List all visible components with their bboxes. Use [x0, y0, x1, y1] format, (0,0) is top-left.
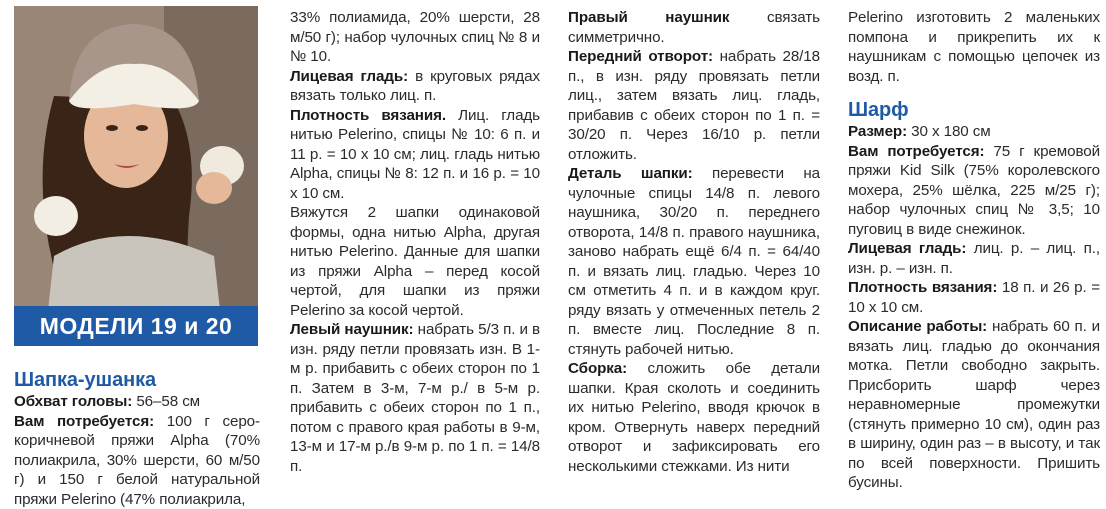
section-title: Шапка-ушанка — [14, 368, 260, 392]
paragraph-text: Вяжутся 2 шапки одинаковой формы, одна нитью Alpha, другая нитью Pelerino. Данные для шапки из пряжи Alpha – перед косой чертой, для шапки из пряжи Pelerino за косой чертой. — [290, 204, 540, 319]
paragraph-text: лиц. р. – лиц. п., изн. р. – изн. п. — [848, 240, 1100, 277]
paragraph-heading: Сборка: — [568, 360, 627, 377]
paragraph-heading: Лицевая гладь: — [848, 240, 966, 257]
paragraph-heading: Левый наушник: — [290, 321, 414, 338]
paragraph-text: 18 п. и 26 р. = 10 х 10 см. — [848, 279, 1100, 316]
paragraph-heading: Плотность вязания: — [848, 279, 997, 296]
paragraph — [568, 47, 820, 164]
column-2 — [290, 8, 540, 476]
paragraph — [568, 359, 820, 476]
section-title: Шарф — [848, 98, 1100, 122]
paragraph-heading: Размер: — [848, 123, 907, 140]
paragraph — [568, 8, 820, 47]
column-4 — [848, 8, 1100, 493]
paragraph-heading: Описание работы: — [848, 318, 987, 335]
paragraph-text: сложить обе детали шапки. Края сколоть и соединить их нитью Pelerino, вводя крючок в кром. Отвернуть наверх передний отворот и зафиксировать его несколькими стежками. Из нити — [568, 360, 820, 475]
column-3 — [568, 8, 820, 476]
paragraph-heading: Деталь шапки: — [568, 165, 693, 182]
paragraph — [290, 106, 540, 204]
paragraph — [848, 239, 1100, 278]
paragraph-heading: Вам потребуется: — [848, 143, 984, 160]
paragraph-text: перевести на чулочные спицы 14/8 п. левого наушника, 30/20 п. переднего отворота, 14/8 п. правого наушника, заново набрать ещё 6/4 п. = 64/40 п. и вязать лиц. гладью. Через 10 см отметить 4 п. и в каждом круг. ряду вязать у отмеченных петель 2 п. вместе лиц. Последние 8 п. стянуть рабочей нитью. — [568, 165, 820, 358]
models-banner: МОДЕЛИ 19 и 20 — [14, 306, 258, 346]
paragraph-text: Pelerino изготовить 2 маленьких помпона и прикрепить их к наушникам с помощью цепочек из возд. п. — [848, 9, 1100, 85]
paragraph-text: 33% полиамида, 20% шерсти, 28 м/50 г); набор чулочных спиц № 8 и № 10. — [290, 9, 540, 65]
paragraph-text: Лиц. гладь нитью Pelerino, спицы № 10: 6 п. и 11 р. = 10 х 10 см; лиц. гладь нитью Alpha, спицы № 8: 12 п. и 16 р. = 10 х 10 см. — [290, 107, 540, 202]
paragraph-heading: Правый наушник — [568, 9, 729, 26]
paragraph-text: 30 х 180 см — [907, 123, 991, 140]
paragraph — [14, 412, 260, 509]
paragraph — [848, 142, 1100, 240]
paragraph-text: связать симметрично. — [568, 9, 820, 46]
paragraph — [290, 8, 540, 67]
paragraph-text: в круговых рядах вязать только лиц. п. — [290, 68, 540, 105]
paragraph — [14, 392, 260, 412]
paragraph-heading: Плотность вязания. — [290, 107, 446, 124]
paragraph — [848, 8, 1100, 86]
model-illustration — [14, 6, 258, 346]
spacer — [848, 86, 1100, 98]
paragraph-heading: Передний отворот: — [568, 48, 713, 65]
paragraph — [848, 278, 1100, 317]
paragraph-heading: Вам потребуется: — [14, 413, 154, 430]
paragraph — [290, 203, 540, 320]
model-photo — [14, 6, 258, 346]
paragraph-text: набрать 60 п. и вязать лиц. гладью до окончания мотка. Петли свободно закрыть. Присборить шарф через неравномерные промежутки (стянуть примерно 10 см), один раз в ширину, один раз – в высоту, и так по всей поверхности. Пришить бусины. — [848, 318, 1100, 491]
paragraph-heading: Лицевая гладь: — [290, 68, 408, 85]
paragraph — [848, 317, 1100, 493]
paragraph-text: 56–58 см — [132, 393, 200, 410]
paragraph-text: набрать 28/18 п., в изн. ряду провязать петли лиц., затем вязать лиц. гладь, прибавив с обеих сторон по 1 п. = 30/20 п. Через 16/10 р. петли отложить. — [568, 48, 820, 163]
column-1 — [14, 368, 260, 509]
paragraph-text: набрать 5/3 п. и в изн. ряду петли провязать изн. В 1-м р. прибавить с обеих сторон по 1 п. Затем в 3-м, 7-м р./ в 5-м р. прибавить с обеих сторон по 1 п., потом с правого края работы в 9-м, 13-м и 17-м р./в 9-м р. по 1 п. = 14/8 п. — [290, 321, 540, 475]
paragraph — [568, 164, 820, 359]
paragraph — [290, 67, 540, 106]
paragraph-text: 75 г кремовой пряжи Kid Silk (75% королевского мохера, 25% шёлка, 225 м/25 г); набор чулочных спиц № 3,5; 10 пуговиц в виде снежинок. — [848, 143, 1100, 238]
paragraph — [290, 320, 540, 476]
paragraph-text: 100 г серо-коричневой пряжи Alpha (70% полиакрила, 30% шерсти, 60 м/50 г) и 150 г белой натуральной пряжи Pelerino (47% полиакрила, — [14, 413, 260, 508]
paragraph-heading: Обхват головы: — [14, 393, 132, 410]
paragraph — [848, 122, 1100, 142]
